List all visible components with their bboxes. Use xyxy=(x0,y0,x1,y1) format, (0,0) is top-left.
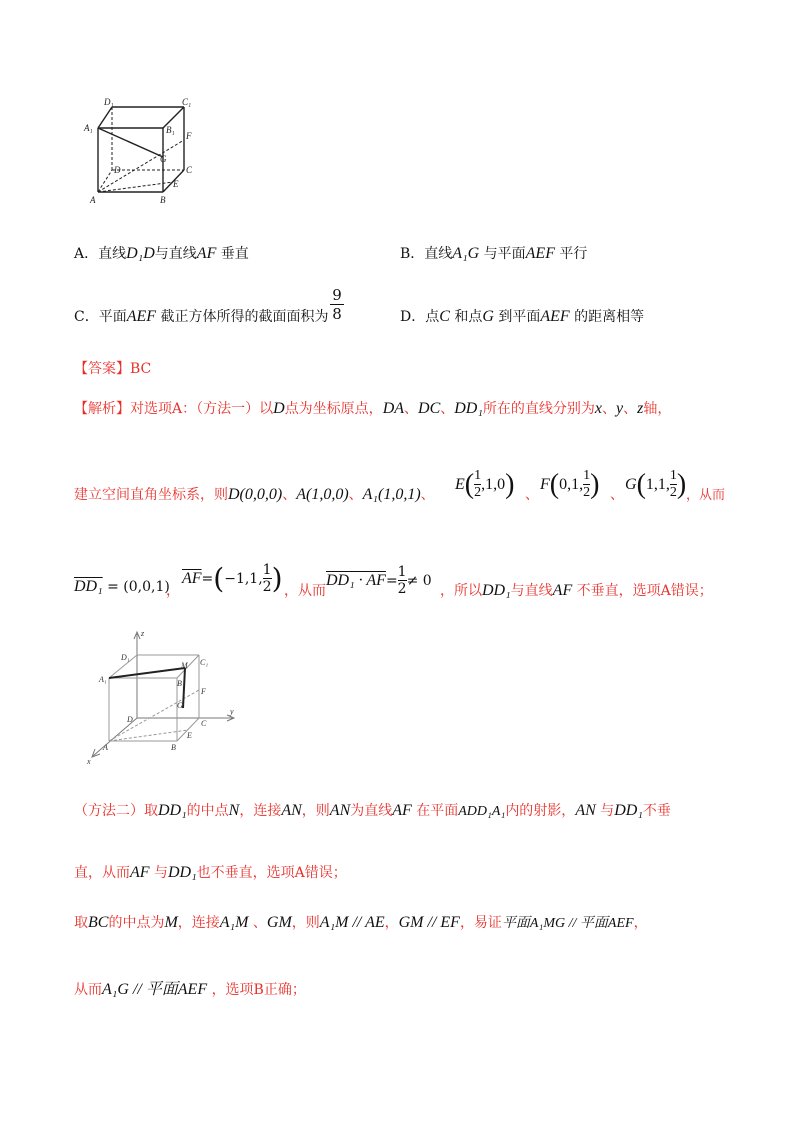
label-b: B xyxy=(160,195,166,205)
answer-label: 【答案】BC xyxy=(74,361,152,377)
f2-label-c: C xyxy=(201,719,207,728)
f2-label-a1: A₁ xyxy=(99,675,107,684)
axis-z: z xyxy=(141,629,145,638)
f2-label-a: A xyxy=(103,743,108,752)
f2-label-d: D xyxy=(127,715,133,724)
then-text: ，从而 xyxy=(686,488,726,503)
dot-product: DD₁ · AF = $\frac{1}{2}$ ≠ 0 xyxy=(326,564,432,597)
label-g: G xyxy=(160,154,167,164)
label-b1: B₁ xyxy=(166,125,175,135)
option-d: D．点C 和点G 到平面AEF 的距离相等 xyxy=(400,308,645,325)
analysis-line-5: 直，从而AF 与DD₁也不垂直，选项A错误； xyxy=(74,864,347,881)
coordinate-cube-figure xyxy=(85,628,245,766)
f2-label-m: M xyxy=(181,661,188,670)
f2-label-d1: D₁ xyxy=(121,653,130,662)
analysis-line-3-tail: ，所以DD₁与直线AF 不垂直，选项A错误； xyxy=(440,582,713,599)
axis-x: x xyxy=(87,757,91,766)
analysis-line-4: （方法二）取DD₁的中点N，连接AN，则AN为直线AF 在平面ADD₁A₁内的射影，AN 与DD₁不垂 xyxy=(74,802,671,819)
sep-3a: ， xyxy=(166,583,180,599)
option-a: A．直线D₁D与直线AF 垂直 xyxy=(74,245,249,262)
label-f: F xyxy=(186,131,192,141)
label-c1: C₁ xyxy=(182,97,192,107)
cube-figure xyxy=(80,95,210,210)
f2-label-f: F xyxy=(201,687,206,696)
f2-label-g: G xyxy=(177,701,183,710)
label-e: E xyxy=(173,179,179,189)
label-d1: D₁ xyxy=(104,97,114,107)
label-a: A xyxy=(90,195,96,205)
option-c: C．平面AEF 截正方体所得的截面面积为 xyxy=(74,308,329,325)
f2-label-b: B xyxy=(171,743,176,752)
label-c: C xyxy=(186,165,193,175)
sep-e-f: 、 xyxy=(525,487,539,503)
analysis-line-7: 从而A₁G // 平面AEF ，选项B正确； xyxy=(74,981,306,998)
then-3: ，从而 xyxy=(284,583,326,599)
sep-f-g: 、 xyxy=(610,487,624,503)
vec-dd1: DD₁ = (0,0,1) xyxy=(74,578,170,595)
label-d: D xyxy=(114,165,121,175)
f2-label-e: E xyxy=(187,731,192,740)
axis-y: y xyxy=(230,707,234,716)
f2-label-b1: B₁ xyxy=(177,679,185,688)
f2-label-c1: C₁ xyxy=(200,658,209,667)
option-b: B．直线A₁G 与平面AEF 平行 xyxy=(400,245,588,262)
analysis-line-6: 取BC的中点为M，连接A₁M 、GM，则A₁M // AE，GM // EF，易证平面A₁MG // 平面AEF， xyxy=(74,914,648,931)
analysis-line-1: 【解析】对选项A：（方法一）以D点为坐标原点，DA、DC、DD₁所在的直线分别为x、y、z轴， xyxy=(74,400,672,417)
fraction-9-8: 9 8 xyxy=(330,286,344,323)
point-g: G ( 1,1, 1 2 ) xyxy=(625,468,687,500)
vec-af: $\overline{AF}$ = ( −1,1, 1 2 ) xyxy=(182,562,283,595)
label-a1: A₁ xyxy=(84,123,93,133)
point-e: E ( 1 2 ,1,0 ) xyxy=(455,468,515,500)
point-f: F ( 0,1, 1 2 ) xyxy=(540,468,600,500)
analysis-line-2: 建立空间直角坐标系，则D(0,0,0)、A(1,0,0)、A₁(1,0,1)、 xyxy=(74,486,435,503)
